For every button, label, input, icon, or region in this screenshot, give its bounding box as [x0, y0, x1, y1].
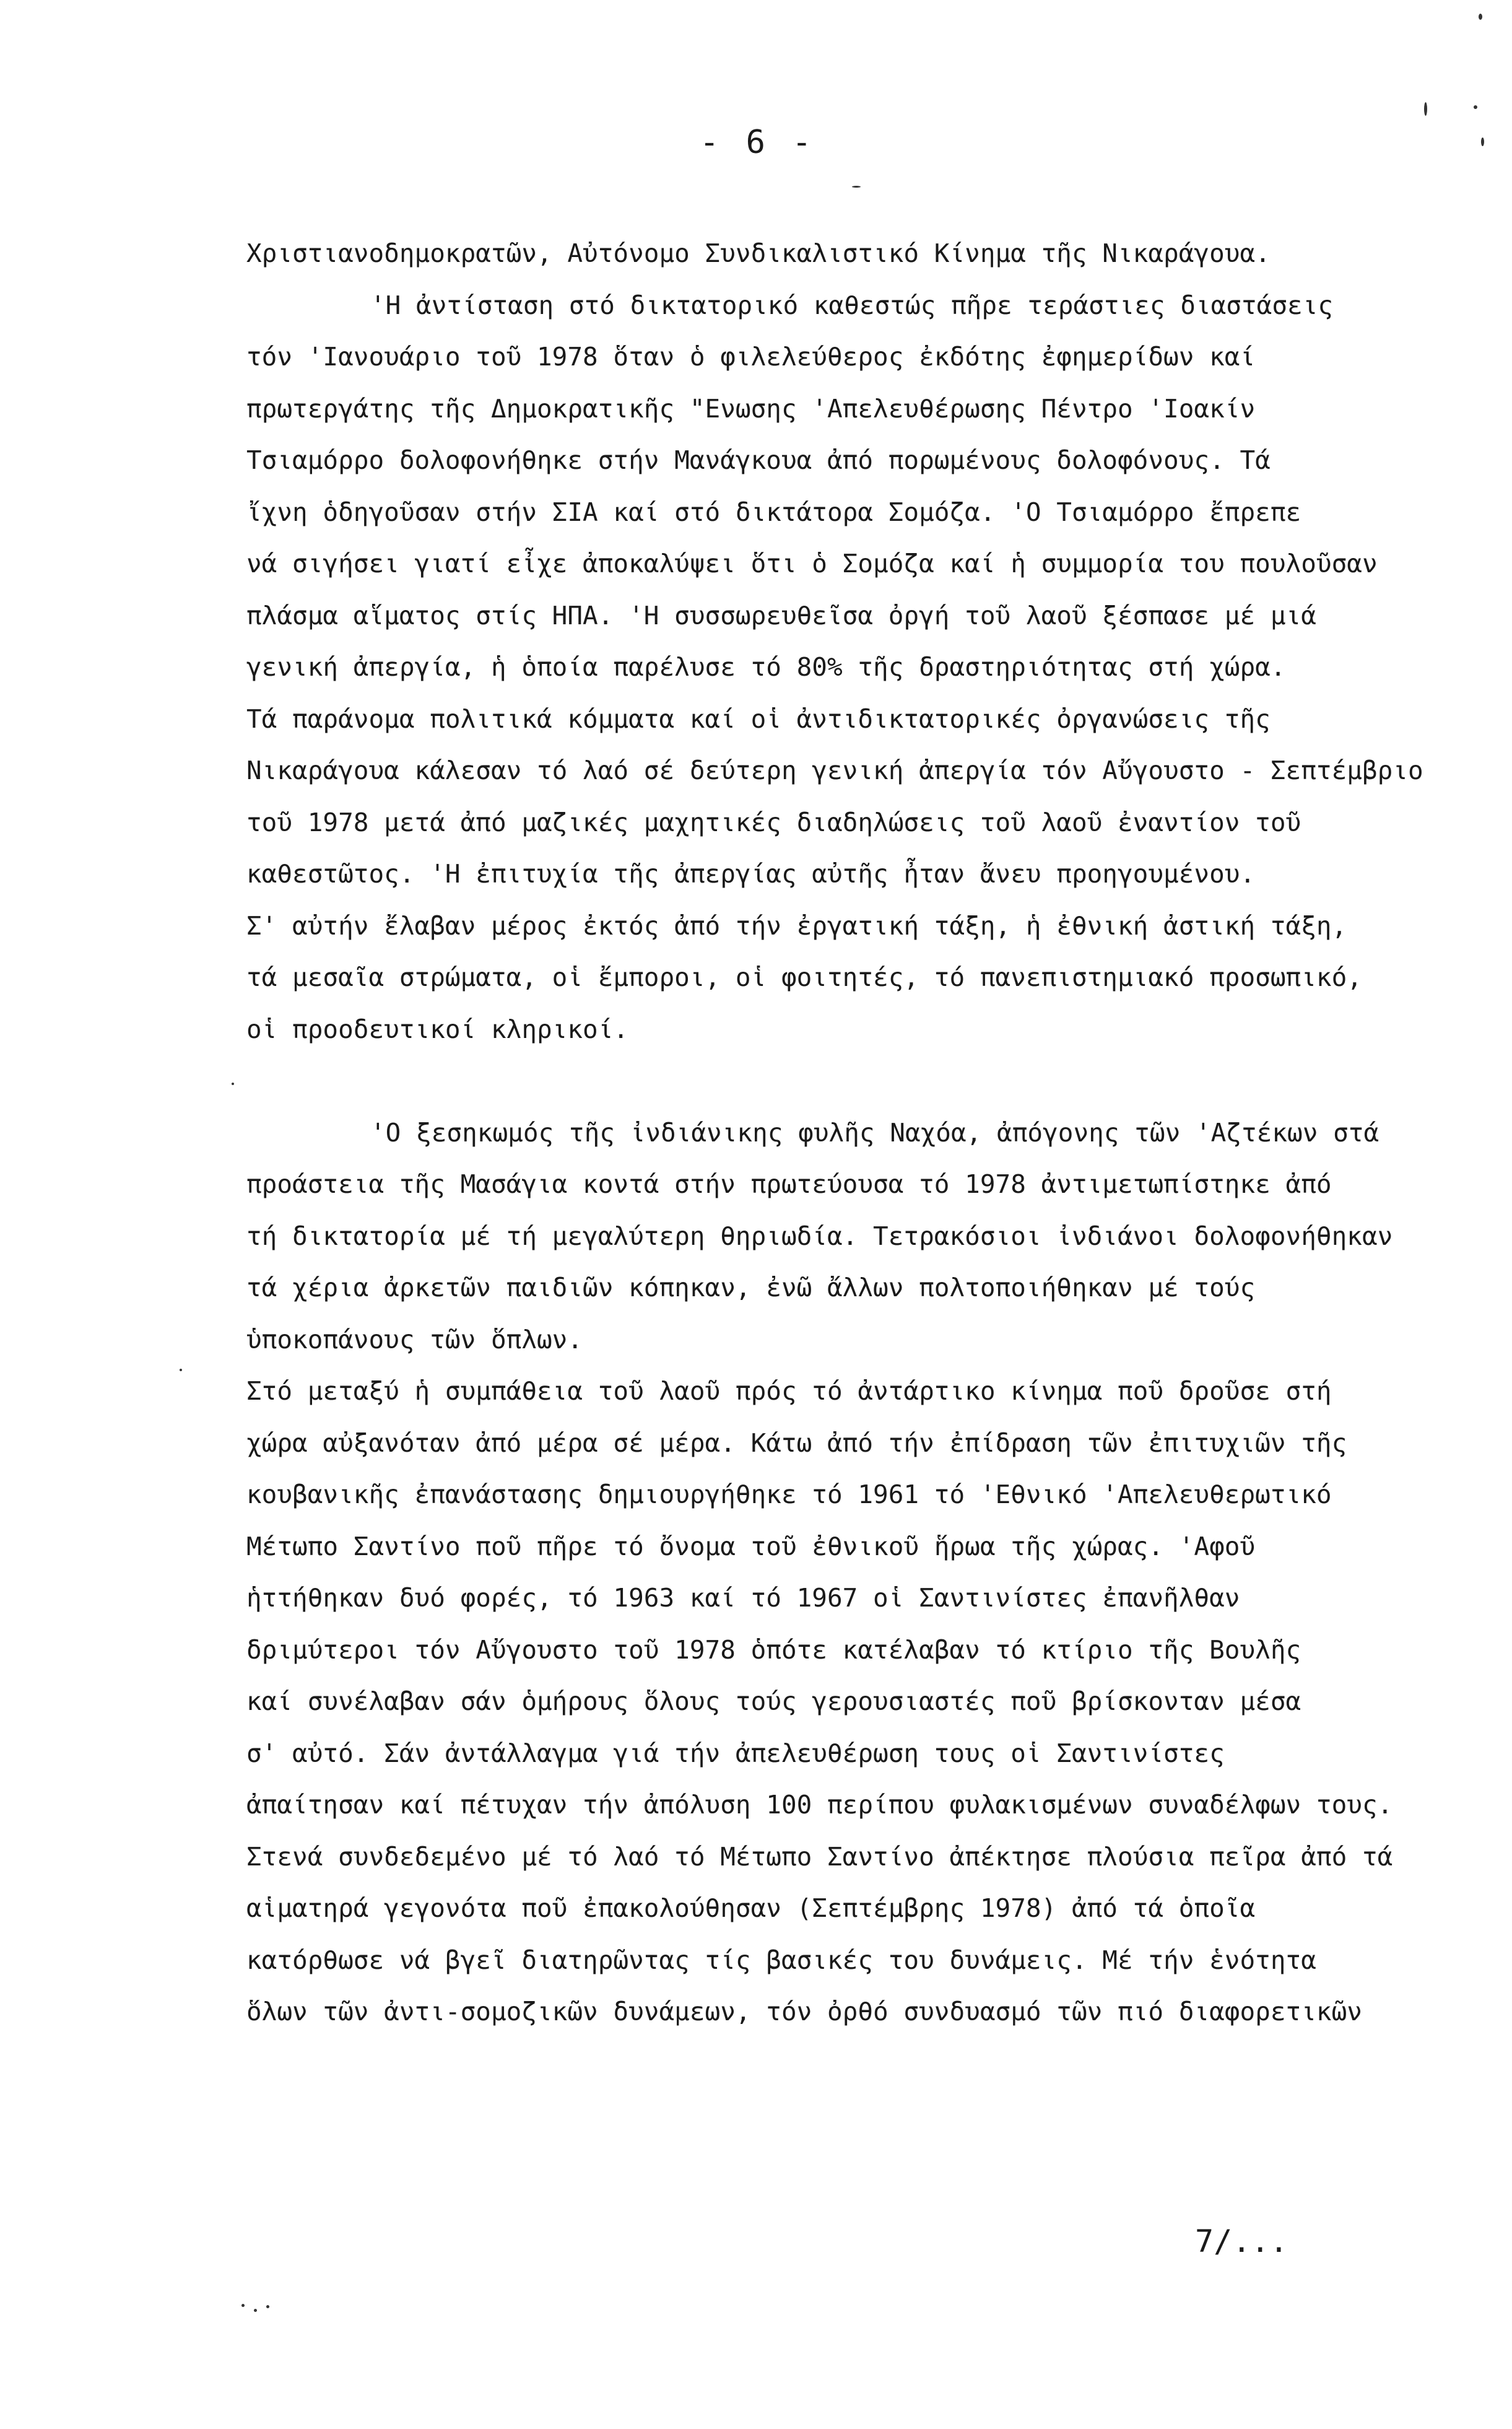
scan-speck — [852, 186, 861, 188]
text-line: Στενά συνδεδεμένο μέ τό λαό τό Μέτωπο Σαντίνο ἀπέκτησε πλούσια πεῖρα ἀπό τά — [246, 1841, 1393, 1872]
text-line: νά σιγήσει γιατί εἶχε ἀποκαλύψει ὅτι ὁ Σομόζα καί ἡ συμμορία του πουλοῦσαν — [246, 549, 1378, 578]
text-line: 'Η ἀντίσταση στό δικτατορικό καθεστώς πῆρε τεράστιες διαστάσεις — [370, 290, 1334, 320]
text-line: ὑποκοπάνους τῶν ὅπλων. — [246, 1324, 583, 1354]
text-line: προάστεια τῆς Μασάγια κοντά στήν πρωτεύουσα τό 1978 ἀντιμετωπίστηκε ἀπό — [246, 1169, 1332, 1199]
text-line: σ' αὐτό. Σάν ἀντάλλαγμα γιά τήν ἀπελευθέρωση τους οἱ Σαντινίστες — [246, 1738, 1225, 1768]
text-line: χώρα αὐξανόταν ἀπό μέρα σέ μέρα. Κάτω ἀπό τήν ἐπίδραση τῶν ἐπιτυχιῶν τῆς — [246, 1428, 1347, 1458]
scan-speck — [1424, 102, 1427, 116]
text-line: ἴχνη ὁδηγοῦσαν στήν ΣΙΑ καί στό δικτάτορα Σομόζα. 'Ο Τσιαμόρρο ἔπρεπε — [246, 497, 1301, 527]
scan-speck — [241, 2304, 245, 2307]
continuation-marker: 7/... — [1195, 2223, 1288, 2259]
text-line: πρωτεργάτης τῆς Δημοκρατικῆς "Ενωσης 'Απελευθέρωσης Πέντρο 'Ιοακίν — [246, 393, 1256, 424]
text-line: Τσιαμόρρο δολοφονήθηκε στήν Μανάγκουα ἀπό πορωμένους δολοφόνους. Τά — [246, 445, 1271, 475]
paragraph-2 — [246, 280, 1423, 1056]
text-line: Μέτωπο Σαντίνο ποῦ πῆρε τό ὄνομα τοῦ ἐθνικοῦ ἥρωα τῆς χώρας. 'Αφοῦ — [246, 1531, 1256, 1561]
text-line: Νικαράγουα κάλεσαν τό λαό σέ δεύτερη γενική ἀπεργία τόν Αὔγουστο - Σεπτέμβριο — [246, 756, 1423, 785]
text-line: τοῦ 1978 μετά ἀπό μαζικές μαχητικές διαδηλώσεις τοῦ λαοῦ ἐναντίον τοῦ — [246, 807, 1301, 837]
text-line: ἀπαίτησαν καί πέτυχαν τήν ἀπόλυση 100 περίπου φυλακισμένων συναδέλφων τους. — [246, 1790, 1393, 1820]
paragraph-1 — [246, 228, 1410, 280]
body-text — [246, 228, 1423, 2038]
text-line: τά χέρια ἀρκετῶν παιδιῶν κόπηκαν, ἐνῶ ἄλλων πολτοποιήθηκαν μέ τούς — [246, 1273, 1256, 1302]
text-line: τή δικτατορία μέ τή μεγαλύτερη θηριωδία. Τετρακόσιοι ἰνδιάνοι δολοφονήθηκαν — [246, 1221, 1393, 1251]
text-line: 'Ο ξεσηκωμός τῆς ἰνδιάνικης φυλῆς Ναχόα, ἀπόγονης τῶν 'Αζτέκων στά — [370, 1117, 1379, 1148]
paragraph-gap — [246, 1055, 1410, 1107]
scan-speck — [254, 2309, 257, 2312]
text-line: κουβανικῆς ἐπανάστασης δημιουργήθηκε τό 1961 τό 'Εθνικό 'Απελευθερωτικό — [246, 1480, 1332, 1509]
scan-speck — [266, 2305, 269, 2308]
scan-speck — [232, 1083, 234, 1085]
text-line: δριμύτεροι τόν Αὔγουστο τοῦ 1978 ὁπότε κατέλαβαν τό κτίριο τῆς Βουλῆς — [246, 1634, 1301, 1665]
text-line: οἱ προοδευτικοί κληρικοί. — [246, 1014, 629, 1044]
text-line: καθεστῶτος. 'Η ἐπιτυχία τῆς ἀπεργίας αὐτῆς ἦταν ἄνευ προηγουμένου. — [246, 859, 1256, 889]
text-line: τά μεσαῖα στρώματα, οἱ ἔμποροι, οἱ φοιτητές, τό πανεπιστημιακό προσωπικό, — [246, 962, 1362, 992]
text-line: Στό μεταξύ ἡ συμπάθεια τοῦ λαοῦ πρός τό ἀντάρτικο κίνημα ποῦ δροῦσε στή — [246, 1376, 1332, 1406]
text-line: ἡττήθηκαν δυό φορές, τό 1963 καί τό 1967 οἱ Σαντινίστες ἐπανῆλθαν — [246, 1583, 1240, 1613]
text-line: γενική ἀπεργία, ἡ ὁποία παρέλυσε τό 80% τῆς δραστηριότητας στή χώρα. — [246, 652, 1286, 682]
paragraph-3 — [246, 1107, 1410, 2038]
page-number: - 6 - — [700, 124, 815, 161]
text-line: κατόρθωσε νά βγεῖ διατηρῶντας τίς βασικές του δυνάμεις. Μέ τήν ἑνότητα — [246, 1945, 1316, 1975]
text-line: πλάσμα αἵματος στίς ΗΠΑ. 'Η συσσωρευθεῖσα ὀργή τοῦ λαοῦ ξέσπασε μέ μιά — [246, 600, 1316, 630]
scan-speck — [180, 1369, 182, 1371]
scan-speck — [1481, 137, 1484, 146]
text-line: τόν 'Ιανουάριο τοῦ 1978 ὅταν ὁ φιλελεύθερος ἐκδότης ἐφημερίδων καί — [246, 342, 1256, 372]
scan-speck — [1479, 14, 1482, 20]
text-line: Τά παράνομα πολιτικά κόμματα καί οἱ ἀντιδικτατορικές ὀργανώσεις τῆς — [246, 704, 1271, 734]
text-line: αἱματηρά γεγονότα ποῦ ἐπακολούθησαν (Σεπτέμβρης 1978) ἀπό τά ὁποῖα — [246, 1893, 1256, 1923]
text-line: Σ' αὐτήν ἔλαβαν μέρος ἐκτός ἀπό τήν ἐργατική τάξη, ἡ ἐθνική ἀστική τάξη, — [246, 910, 1347, 941]
text-line: καί συνέλαβαν σάν ὁμήρους ὅλους τούς γερουσιαστές ποῦ βρίσκονταν μέσα — [246, 1686, 1301, 1716]
text-line: Χριστιανοδημοκρατῶν, Αὐτόνομο Συνδικαλιστικό Κίνημα τῆς Νικαράγουα. — [246, 238, 1271, 268]
text-line: ὅλων τῶν ἀντι-σομοζικῶν δυνάμεων, τόν ὀρθό συνδυασμό τῶν πιό διαφορετικῶν — [246, 1997, 1362, 2026]
scan-speck — [1474, 105, 1477, 109]
